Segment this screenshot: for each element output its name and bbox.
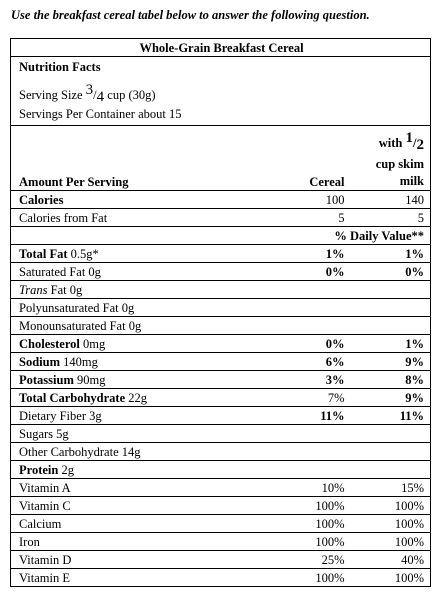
trans-fat-label: Trans Fat 0g	[11, 281, 431, 299]
vitamin-c-cereal: 100%	[241, 497, 351, 515]
iron-row	[11, 533, 431, 551]
potassium-label: Potassium 90mg	[11, 371, 241, 389]
vitamin-c-milk: 100%	[351, 497, 431, 515]
vitamin-e-label: Vitamin E	[19, 571, 70, 585]
servings-per-container: Servings Per Container about 15	[11, 103, 431, 126]
vitamin-e-row	[11, 569, 431, 587]
instruction-text: Use the breakfast cereal tabel below to answer the following question.	[11, 8, 370, 22]
monounsaturated-fat-label: Monounsaturated Fat 0g	[11, 317, 431, 335]
saturated-fat-milk: 0%	[351, 263, 431, 281]
calories-label: Calories	[11, 191, 241, 209]
polyunsaturated-fat-row	[11, 299, 431, 317]
protein-row	[11, 461, 431, 479]
vitamin-c-row	[11, 497, 431, 515]
vitamin-d-cereal: 25%	[241, 551, 351, 569]
dietary-fiber-row	[11, 407, 431, 425]
vitamin-a-milk: 15%	[351, 479, 431, 497]
saturated-fat-label: Saturated Fat 0g	[11, 263, 241, 281]
nutrition-facts-heading: Nutrition Facts	[19, 60, 101, 74]
calories-from-fat-cereal: 5	[241, 209, 351, 227]
vitamin-d-row	[11, 551, 431, 569]
vitamin-e-cereal: 100%	[315, 571, 345, 585]
daily-value-row	[11, 227, 431, 245]
with-label: with	[378, 136, 403, 150]
calories-milk: 140	[351, 191, 431, 209]
vitamin-a-label: Vitamin A	[11, 479, 241, 497]
milk-numerator: 1	[405, 130, 414, 146]
calories-from-fat-milk: 5	[351, 209, 431, 227]
cholesterol-label: Cholesterol 0mg	[11, 335, 241, 353]
sodium-cereal: 6%	[241, 353, 351, 371]
total-fat-row	[11, 245, 431, 263]
vitamin-a-cereal: 10%	[241, 479, 351, 497]
calories-cereal: 100	[241, 191, 351, 209]
serving-size-row	[11, 79, 431, 103]
serving-size-denominator: 4	[96, 89, 105, 105]
milk-label: milk	[399, 174, 424, 188]
serving-size: Serving Size 3/4 cup (30g)	[19, 82, 156, 105]
calcium-row	[11, 515, 431, 533]
total-fat-label: Total Fat 0.5g*	[11, 245, 241, 263]
sodium-milk: 9%	[351, 353, 431, 371]
saturated-fat-cereal: 0%	[241, 263, 351, 281]
skim-label: cup skim	[375, 157, 424, 171]
nutrition-table	[10, 38, 431, 587]
vitamin-d-milk: 40%	[351, 551, 431, 569]
vitamin-c-label: Vitamin C	[11, 497, 241, 515]
calories-row	[11, 191, 431, 209]
total-carbohydrate-label: Total Carbohydrate 22g	[11, 389, 241, 407]
iron-cereal: 100%	[241, 533, 351, 551]
serving-size-suffix: cup (30g)	[107, 88, 156, 102]
vitamin-d-label: Vitamin D	[11, 551, 241, 569]
sugars-label: Sugars 5g	[11, 425, 431, 443]
total-fat-cereal: 1%	[241, 245, 351, 263]
cholesterol-cereal: 0%	[241, 335, 351, 353]
other-carbohydrate-label: Other Carbohydrate 14g	[11, 443, 431, 461]
iron-label: Iron	[11, 533, 241, 551]
sodium-row	[11, 353, 431, 371]
cereal-column-header: Cereal	[241, 126, 351, 191]
sodium-label: Sodium 140mg	[11, 353, 241, 371]
nutrition-facts-row	[11, 57, 431, 80]
dietary-fiber-label: Dietary Fiber 3g	[11, 407, 241, 425]
table-title-row	[11, 39, 431, 57]
calcium-milk: 100%	[351, 515, 431, 533]
potassium-cereal: 3%	[241, 371, 351, 389]
other-carbohydrate-row	[11, 443, 431, 461]
potassium-row	[11, 371, 431, 389]
calcium-cereal: 100%	[241, 515, 351, 533]
dietary-fiber-milk: 11%	[351, 407, 431, 425]
cholesterol-row	[11, 335, 431, 353]
table-title: Whole-Grain Breakfast Cereal	[11, 39, 431, 57]
with-skim-milk-header: with 1/2 cup skim milk	[351, 126, 431, 191]
total-carbohydrate-row	[11, 389, 431, 407]
milk-denominator: 2	[416, 137, 424, 153]
column-header-row	[11, 126, 431, 191]
potassium-milk: 8%	[351, 371, 431, 389]
trans-fat-row	[11, 281, 431, 299]
servings-per-container-row	[11, 103, 431, 126]
saturated-fat-row	[11, 263, 431, 281]
vitamin-e-milk: 100%	[394, 571, 424, 585]
sugars-row	[11, 425, 431, 443]
serving-size-prefix: Serving Size	[19, 88, 83, 102]
amount-per-serving-header: Amount Per Serving	[11, 126, 241, 191]
protein-label: Protein 2g	[11, 461, 431, 479]
total-carbohydrate-milk: 9%	[351, 389, 431, 407]
total-carbohydrate-cereal: 7%	[241, 389, 351, 407]
iron-milk: 100%	[351, 533, 431, 551]
calories-from-fat-label: Calories from Fat	[11, 209, 241, 227]
daily-value-header: % Daily Value**	[241, 227, 431, 245]
vitamin-a-row	[11, 479, 431, 497]
serving-size-numerator: 3	[85, 82, 94, 98]
cholesterol-milk: 1%	[351, 335, 431, 353]
polyunsaturated-fat-label: Polyunsaturated Fat 0g	[11, 299, 431, 317]
calories-from-fat-row	[11, 209, 431, 227]
dietary-fiber-cereal: 11%	[241, 407, 351, 425]
total-fat-milk: 1%	[351, 245, 431, 263]
monounsaturated-fat-row	[11, 317, 431, 335]
calcium-label: Calcium	[11, 515, 241, 533]
